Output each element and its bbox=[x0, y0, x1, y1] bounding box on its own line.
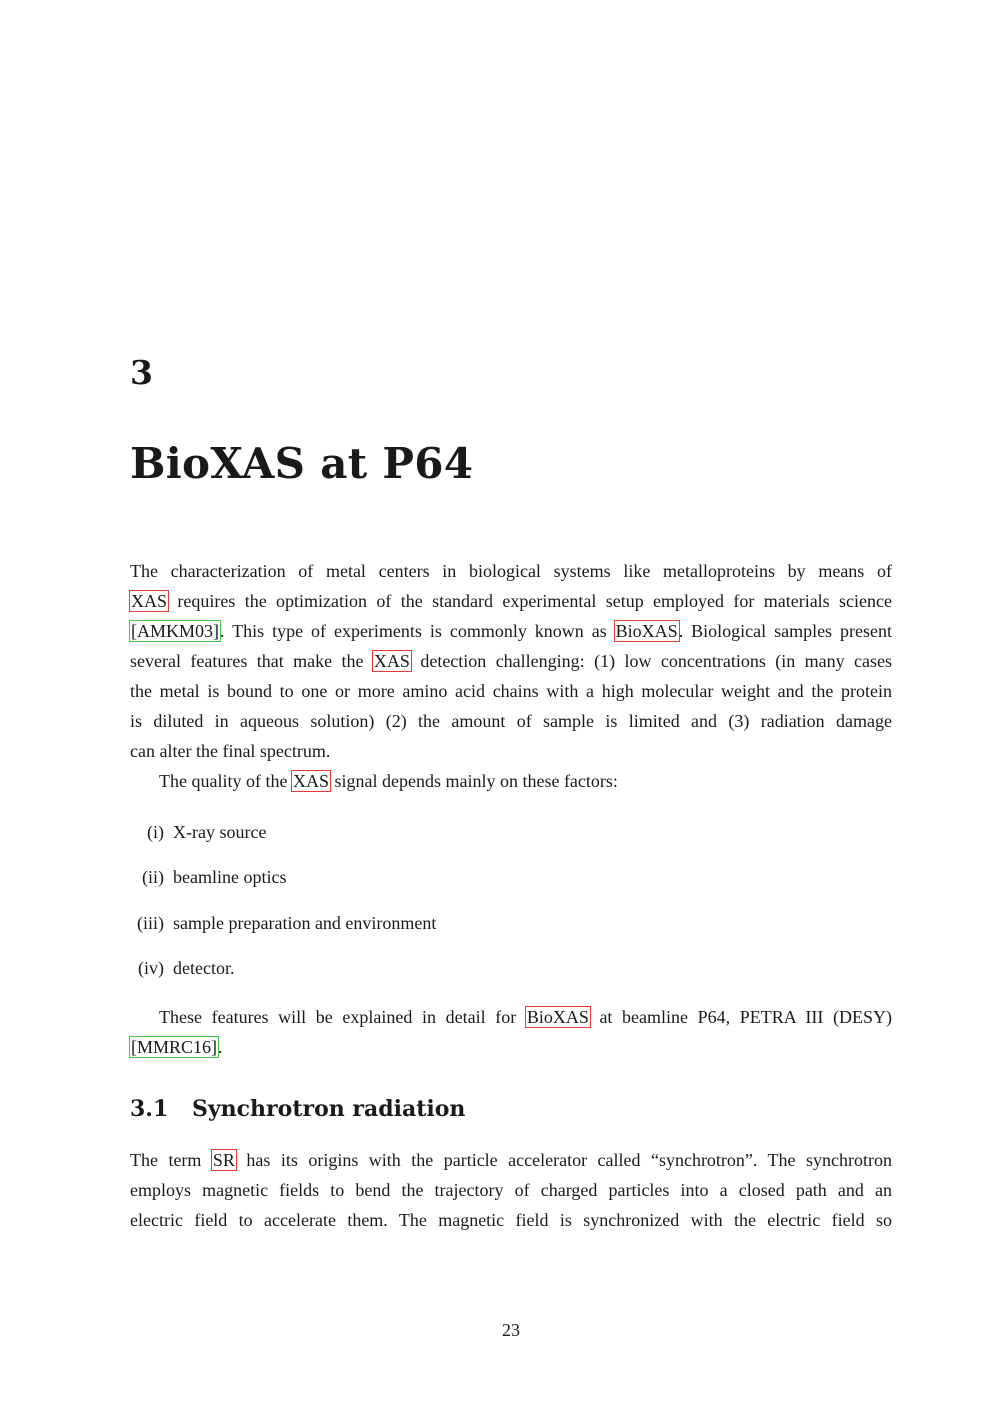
section-heading bbox=[130, 1094, 465, 1124]
chapter-number: 3 bbox=[130, 353, 153, 392]
factors-list bbox=[130, 817, 892, 998]
text-line bbox=[130, 1145, 892, 1175]
acronym-link-xas[interactable]: XAS bbox=[373, 651, 410, 671]
list-marker: (i) bbox=[147, 822, 164, 842]
text-span: The quality of the bbox=[159, 771, 292, 791]
acronym-link-bioxas[interactable]: BioXAS bbox=[526, 1007, 589, 1027]
section-number: 3.1 bbox=[130, 1096, 169, 1122]
list-item bbox=[130, 817, 892, 862]
text-line bbox=[130, 586, 892, 616]
text-span: at beamline P64, PETRA III (DESY) bbox=[589, 1007, 892, 1027]
paragraph-features bbox=[130, 1002, 892, 1062]
list-item-text: X-ray source bbox=[173, 822, 267, 842]
text-span: . This type of experiments is commonly known as bbox=[220, 621, 615, 641]
text-line: can alter the final spectrum. bbox=[130, 741, 331, 761]
list-marker: (iv) bbox=[138, 957, 164, 978]
text-line: is diluted in aqueous solution) (2) the amount of sample is limited and (3) radiation damage bbox=[130, 711, 892, 731]
text-line: electric field to accelerate them. The magnetic field is synchronized with the electric field so bbox=[130, 1210, 892, 1230]
chapter-title: BioXAS at P64 bbox=[130, 439, 474, 488]
acronym-link-sr[interactable]: SR bbox=[212, 1150, 235, 1170]
list-marker: (ii) bbox=[142, 867, 164, 888]
text-span: . bbox=[218, 1037, 223, 1057]
text-line: employs magnetic fields to bend the trajectory of charged particles into a closed path and an bbox=[130, 1180, 892, 1200]
text-span: These features will be explained in detail for bbox=[159, 1007, 526, 1027]
list-item-text: beamline optics bbox=[173, 867, 287, 888]
text-line bbox=[130, 616, 892, 646]
acronym-link-xas[interactable]: XAS bbox=[131, 591, 168, 611]
text-span: signal depends mainly on these factors: bbox=[329, 771, 618, 791]
text-span: several features that make the bbox=[130, 651, 373, 671]
paragraph-synchrotron bbox=[130, 1145, 892, 1235]
text-span: has its origins with the particle accelerator called “synchrotron”. The synchrotron bbox=[235, 1150, 892, 1170]
citation-link-amkm03[interactable]: [AMKM03] bbox=[131, 621, 219, 641]
paragraph-intro bbox=[130, 556, 892, 766]
list-item bbox=[130, 953, 892, 998]
section-title: Synchrotron radiation bbox=[192, 1096, 466, 1122]
text-span: . Biological samples present bbox=[678, 621, 892, 641]
list-marker: (iii) bbox=[137, 912, 164, 933]
acronym-link-xas[interactable]: XAS bbox=[292, 771, 329, 791]
text-span: requires the optimization of the standard experimental setup employed for materials science bbox=[177, 591, 893, 611]
list-item-text: sample preparation and environment bbox=[173, 912, 437, 933]
acronym-link-bioxas[interactable]: BioXAS bbox=[615, 621, 678, 641]
text-line: The characterization of metal centers in biological systems like metalloproteins by means of bbox=[130, 561, 892, 581]
list-item-text: detector. bbox=[173, 957, 235, 978]
page-number: 23 bbox=[502, 1320, 520, 1340]
text-span: detection challenging: (1) low concentrations (in many cases bbox=[410, 651, 892, 671]
list-item bbox=[130, 862, 892, 907]
citation-link-mmrc16[interactable]: [MMRC16] bbox=[131, 1037, 218, 1057]
text-span: The term bbox=[130, 1150, 212, 1170]
text-line bbox=[130, 646, 892, 676]
text-line bbox=[130, 1002, 892, 1032]
text-line: the metal is bound to one or more amino acid chains with a high molecular weight and the protein bbox=[130, 681, 892, 701]
text-line bbox=[130, 1032, 892, 1062]
paragraph-quality bbox=[130, 766, 892, 796]
list-item bbox=[130, 908, 892, 953]
